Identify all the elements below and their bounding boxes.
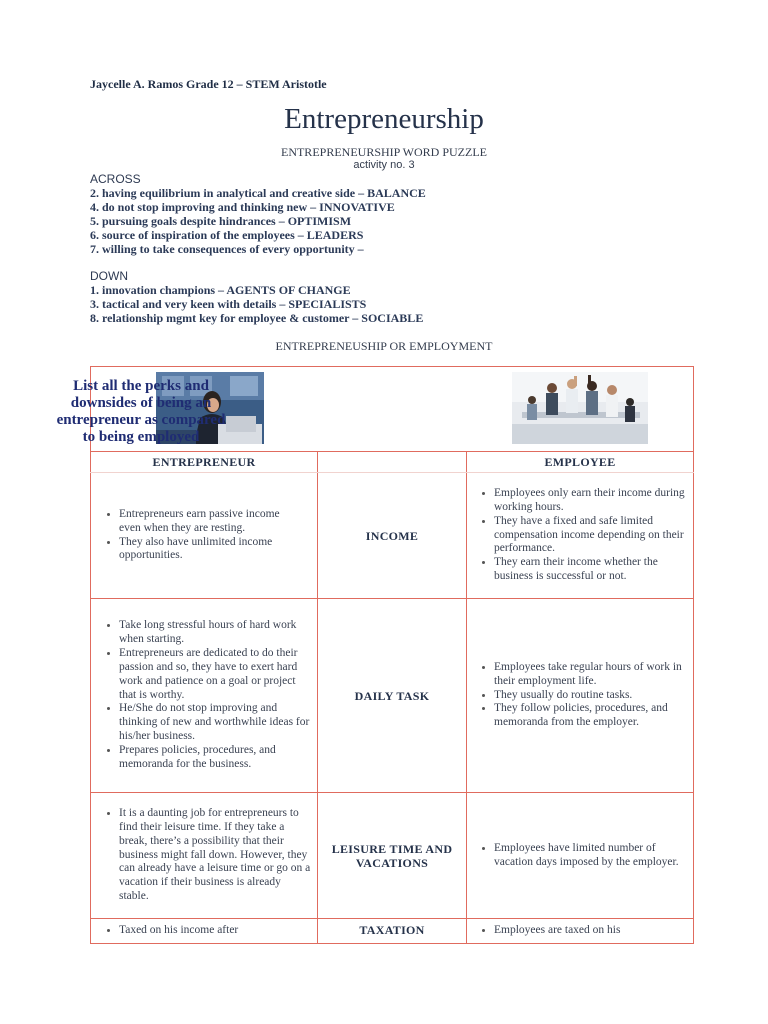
across-clue: 4. do not stop improving and thinking new – INNOVATIVE bbox=[90, 200, 395, 214]
down-clue: 1. innovation champions – AGENTS OF CHANGE bbox=[90, 283, 351, 297]
across-clue: 7. willing to take consequences of every opportunity – bbox=[90, 242, 364, 256]
across-clue: 5. pursuing goals despite hindrances – OPTIMISM bbox=[90, 214, 352, 228]
list-item: • Employees are taxed on his bbox=[494, 924, 693, 938]
taxation-employee bbox=[467, 924, 693, 944]
income-entrepreneur bbox=[92, 473, 317, 598]
header-entrepreneur bbox=[91, 452, 317, 472]
daily-task-label-cell bbox=[318, 599, 466, 792]
leisure-entrepreneur bbox=[92, 793, 317, 918]
row-label-daily-task: DAILY TASK bbox=[354, 688, 430, 703]
list-item: • Prepares policies, procedures, and memoranda for the business. bbox=[119, 744, 311, 772]
table-border-top bbox=[90, 366, 694, 367]
list-item: • Entrepreneurs are dedicated to do their passion and so, they have to exert hard work and patience on a goal or project that is worthy. bbox=[119, 647, 311, 703]
list-item: • Employees only earn their income during working hours. bbox=[494, 487, 687, 515]
header-employee-label: EMPLOYEE bbox=[544, 455, 616, 469]
intro-prompt: List all the perks and downsides of being an entrepreneur as compared to being employed bbox=[56, 378, 226, 445]
row-divider bbox=[90, 918, 694, 919]
table-border-right bbox=[693, 366, 694, 944]
list-item: • Employees take regular hours of work in their employment life. bbox=[494, 661, 687, 689]
list-item: • They earn their income whether the business is successful or not. bbox=[494, 556, 687, 584]
income-label-cell bbox=[318, 473, 466, 598]
list-item: • Employees have limited number of vacation days imposed by the employer. bbox=[494, 842, 679, 870]
activity-number: activity no. 3 bbox=[353, 159, 415, 171]
list-item: • It is a daunting job for entrepreneurs to find their leisure time. If they take a break, there’s a possibility that their business might fall down. However, they can already have a leisure time or go on a vacation if their business is already stable. bbox=[119, 807, 311, 904]
list-item: • Taxed on his income after bbox=[119, 924, 317, 938]
daily-task-entrepreneur bbox=[92, 599, 317, 792]
income-employee bbox=[467, 473, 693, 598]
list-item: • Entrepreneurs earn passive income even when they are resting. bbox=[119, 508, 303, 536]
row-label-income: INCOME bbox=[365, 528, 419, 543]
taxation-label-cell bbox=[318, 923, 466, 943]
comparison-table bbox=[56, 366, 694, 944]
down-clue: 3. tactical and very keen with details – SPECIALISTS bbox=[90, 297, 367, 311]
row-label-leisure: LEISURE TIME AND VACATIONS bbox=[331, 841, 453, 870]
team-celebrating-photo bbox=[512, 372, 648, 444]
down-heading: DOWN bbox=[90, 269, 128, 283]
puzzle-title: ENTREPRENEURSHIP WORD PUZZLE bbox=[280, 145, 487, 159]
across-clues bbox=[90, 172, 690, 256]
page-title: Entrepreneurship bbox=[284, 103, 484, 135]
row-label-taxation: TAXATION bbox=[359, 923, 425, 937]
list-item: • He/She do not stop improving and thinking of new and worthwhile ideas for his/her business. bbox=[119, 702, 311, 744]
across-clue: 6. source of inspiration of the employees – LEADERS bbox=[90, 228, 364, 242]
list-item: • They follow policies, procedures, and memoranda from the employer. bbox=[494, 702, 687, 730]
list-item: • They usually do routine tasks. bbox=[494, 689, 687, 703]
across-heading: ACROSS bbox=[90, 172, 141, 186]
down-clue: 8. relationship mgmt key for employee & customer – SOCIABLE bbox=[90, 311, 424, 325]
list-item: • They have a fixed and safe limited compensation income depending on their performance. bbox=[494, 515, 687, 557]
list-item: • Take long stressful hours of hard work when starting. bbox=[119, 619, 311, 647]
author-line: Jaycelle A. Ramos Grade 12 – STEM Aristotle bbox=[90, 77, 327, 91]
leisure-label-cell bbox=[318, 793, 466, 918]
taxation-entrepreneur bbox=[92, 924, 317, 944]
list-item: • They also have unlimited income opportunities. bbox=[119, 536, 303, 564]
header-entrepreneur-label: ENTREPRENEUR bbox=[152, 455, 256, 469]
daily-task-employee bbox=[467, 599, 693, 792]
comparison-title: ENTREPRENEUSHIP OR EMPLOYMENT bbox=[275, 339, 493, 353]
down-clues bbox=[90, 269, 690, 325]
leisure-employee bbox=[467, 793, 693, 918]
across-clue: 2. having equilibrium in analytical and creative side – BALANCE bbox=[90, 186, 426, 200]
header-employee bbox=[467, 452, 693, 472]
